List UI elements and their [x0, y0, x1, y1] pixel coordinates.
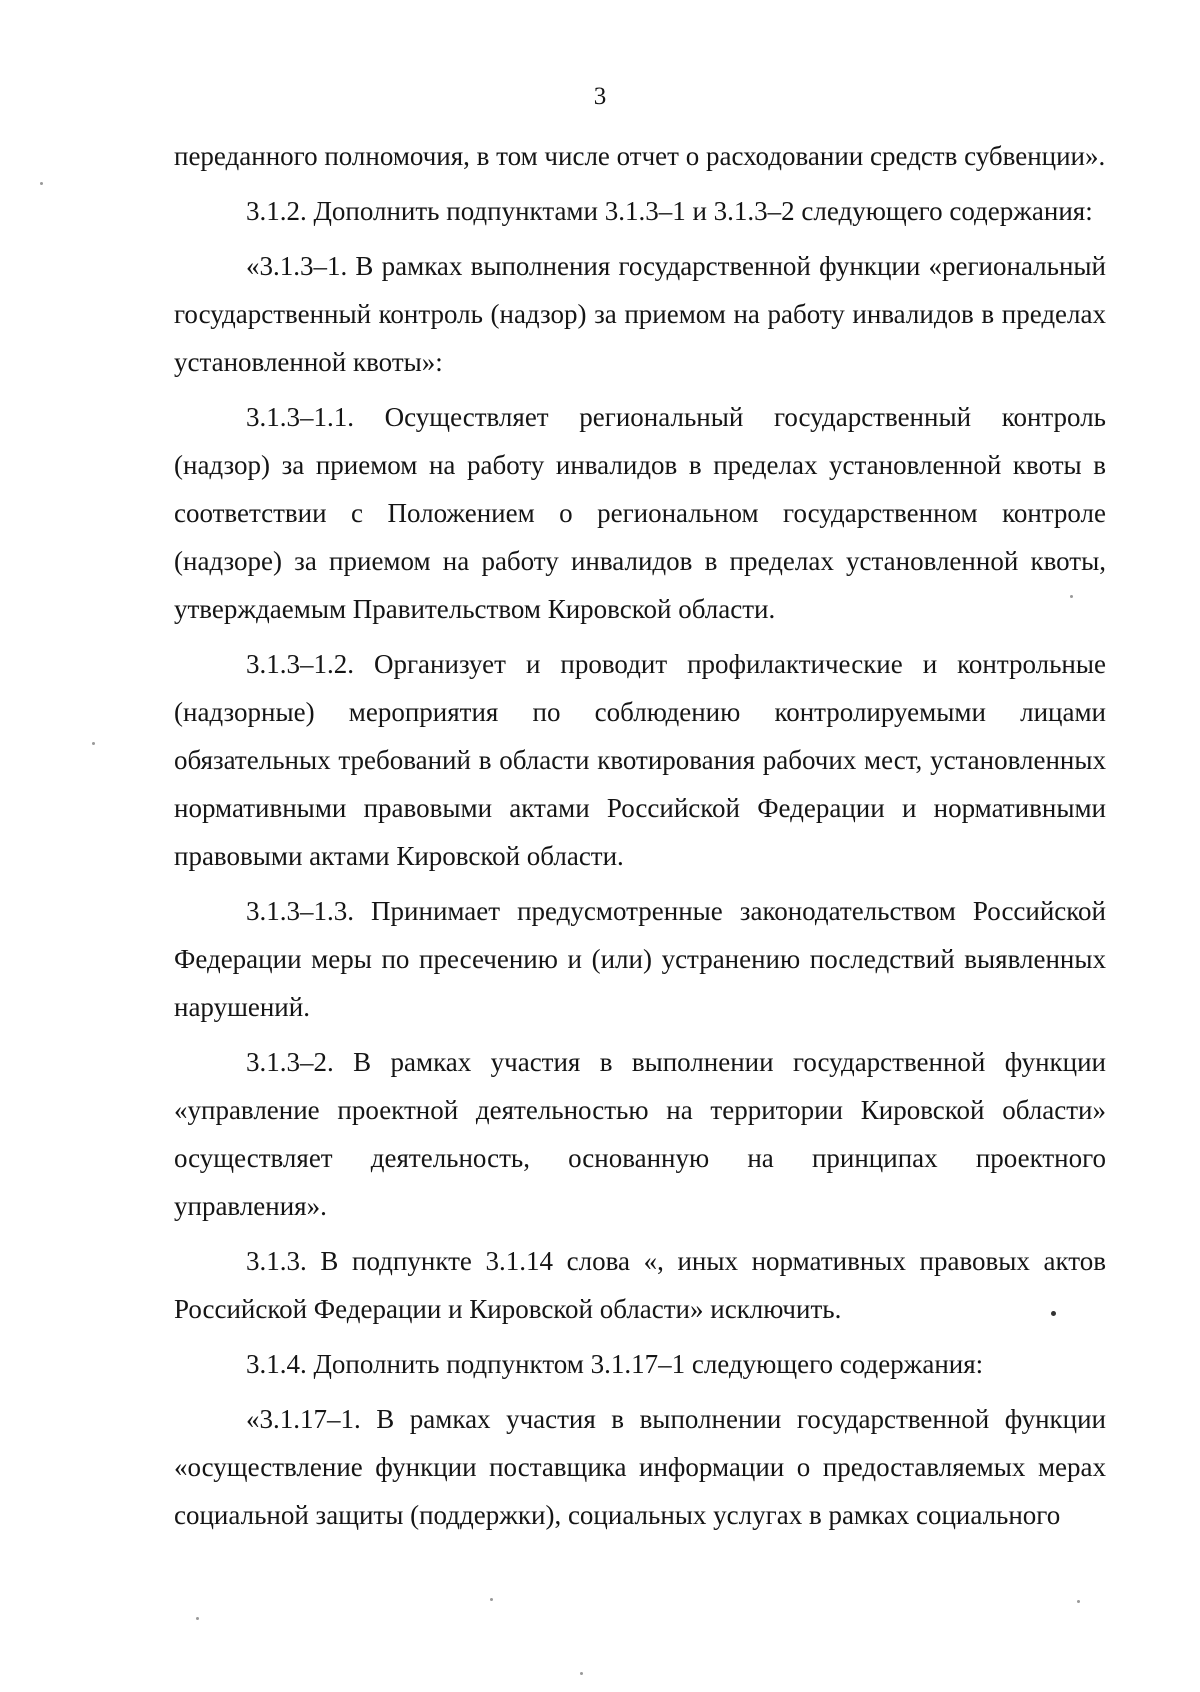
paragraph-3-1-3: 3.1.3. В подпункте 3.1.14 слова «, иных нормативных правовых актов Российской Федерации и Кировской области» исключить.: [174, 1246, 1106, 1324]
document-body: [174, 132, 1106, 1539]
scan-speck: [40, 182, 43, 185]
scan-speck: [1077, 1600, 1080, 1603]
scan-speck: [490, 1598, 493, 1601]
scan-speck: [92, 742, 95, 745]
paragraph-3-1-3-1-1: 3.1.3–1.1. Осуществляет региональный государственный контроль (надзор) за приемом на работу инвалидов в пределах установленной квоты в соответствии с Положением о региональном государственном контроле (надзоре) за приемом на работу инвалидов в пределах установленной квоты, утверждаемым Правительством Кировской области.: [174, 402, 1106, 624]
scan-speck: [580, 1672, 583, 1675]
paragraph-3-1-2: 3.1.2. Дополнить подпунктами 3.1.3–1 и 3.1.3–2 следующего содержания:: [246, 196, 1093, 226]
paragraph-3-1-3-1: «3.1.3–1. В рамках выполнения государственной функции «региональный государственный контроль (надзор) за приемом на работу инвалидов в пределах установленной квоты»:: [174, 251, 1106, 377]
paragraph-3-1-4: 3.1.4. Дополнить подпунктом 3.1.17–1 следующего содержания:: [246, 1349, 984, 1379]
scan-speck: [1051, 1311, 1056, 1316]
scan-speck: [1070, 595, 1073, 598]
paragraph-3-1-3-1-3: 3.1.3–1.3. Принимает предусмотренные законодательством Российской Федерации меры по пресечению и (или) устранению последствий выявленных нарушений.: [174, 896, 1106, 1022]
scan-speck: [196, 1617, 199, 1620]
paragraph-continuation: переданного полномочия, в том числе отчет о расходовании средств субвенции».: [174, 141, 1106, 171]
paragraph-3-1-3-1-2: 3.1.3–1.2. Организует и проводит профилактические и контрольные (надзорные) мероприятия по соблюдению контролируемыми лицами обязательных требований в области квотирования рабочих мест, установленных нормативными правовыми актами Российской Федерации и нормативными правовыми актами Кировской области.: [174, 649, 1106, 871]
paragraph-3-1-3-2: 3.1.3–2. В рамках участия в выполнении государственной функции «управление проектной деятельностью на территории Кировской области» осуществляет деятельность, основанную на принципах проектного управления».: [174, 1047, 1106, 1221]
paragraph-3-1-17-1: «3.1.17–1. В рамках участия в выполнении государственной функции «осуществление функции поставщика информации о предоставляемых мерах социальной защиты (поддержки), социальных услугах в рамках социального: [174, 1404, 1106, 1530]
page-number: 3: [593, 83, 607, 110]
